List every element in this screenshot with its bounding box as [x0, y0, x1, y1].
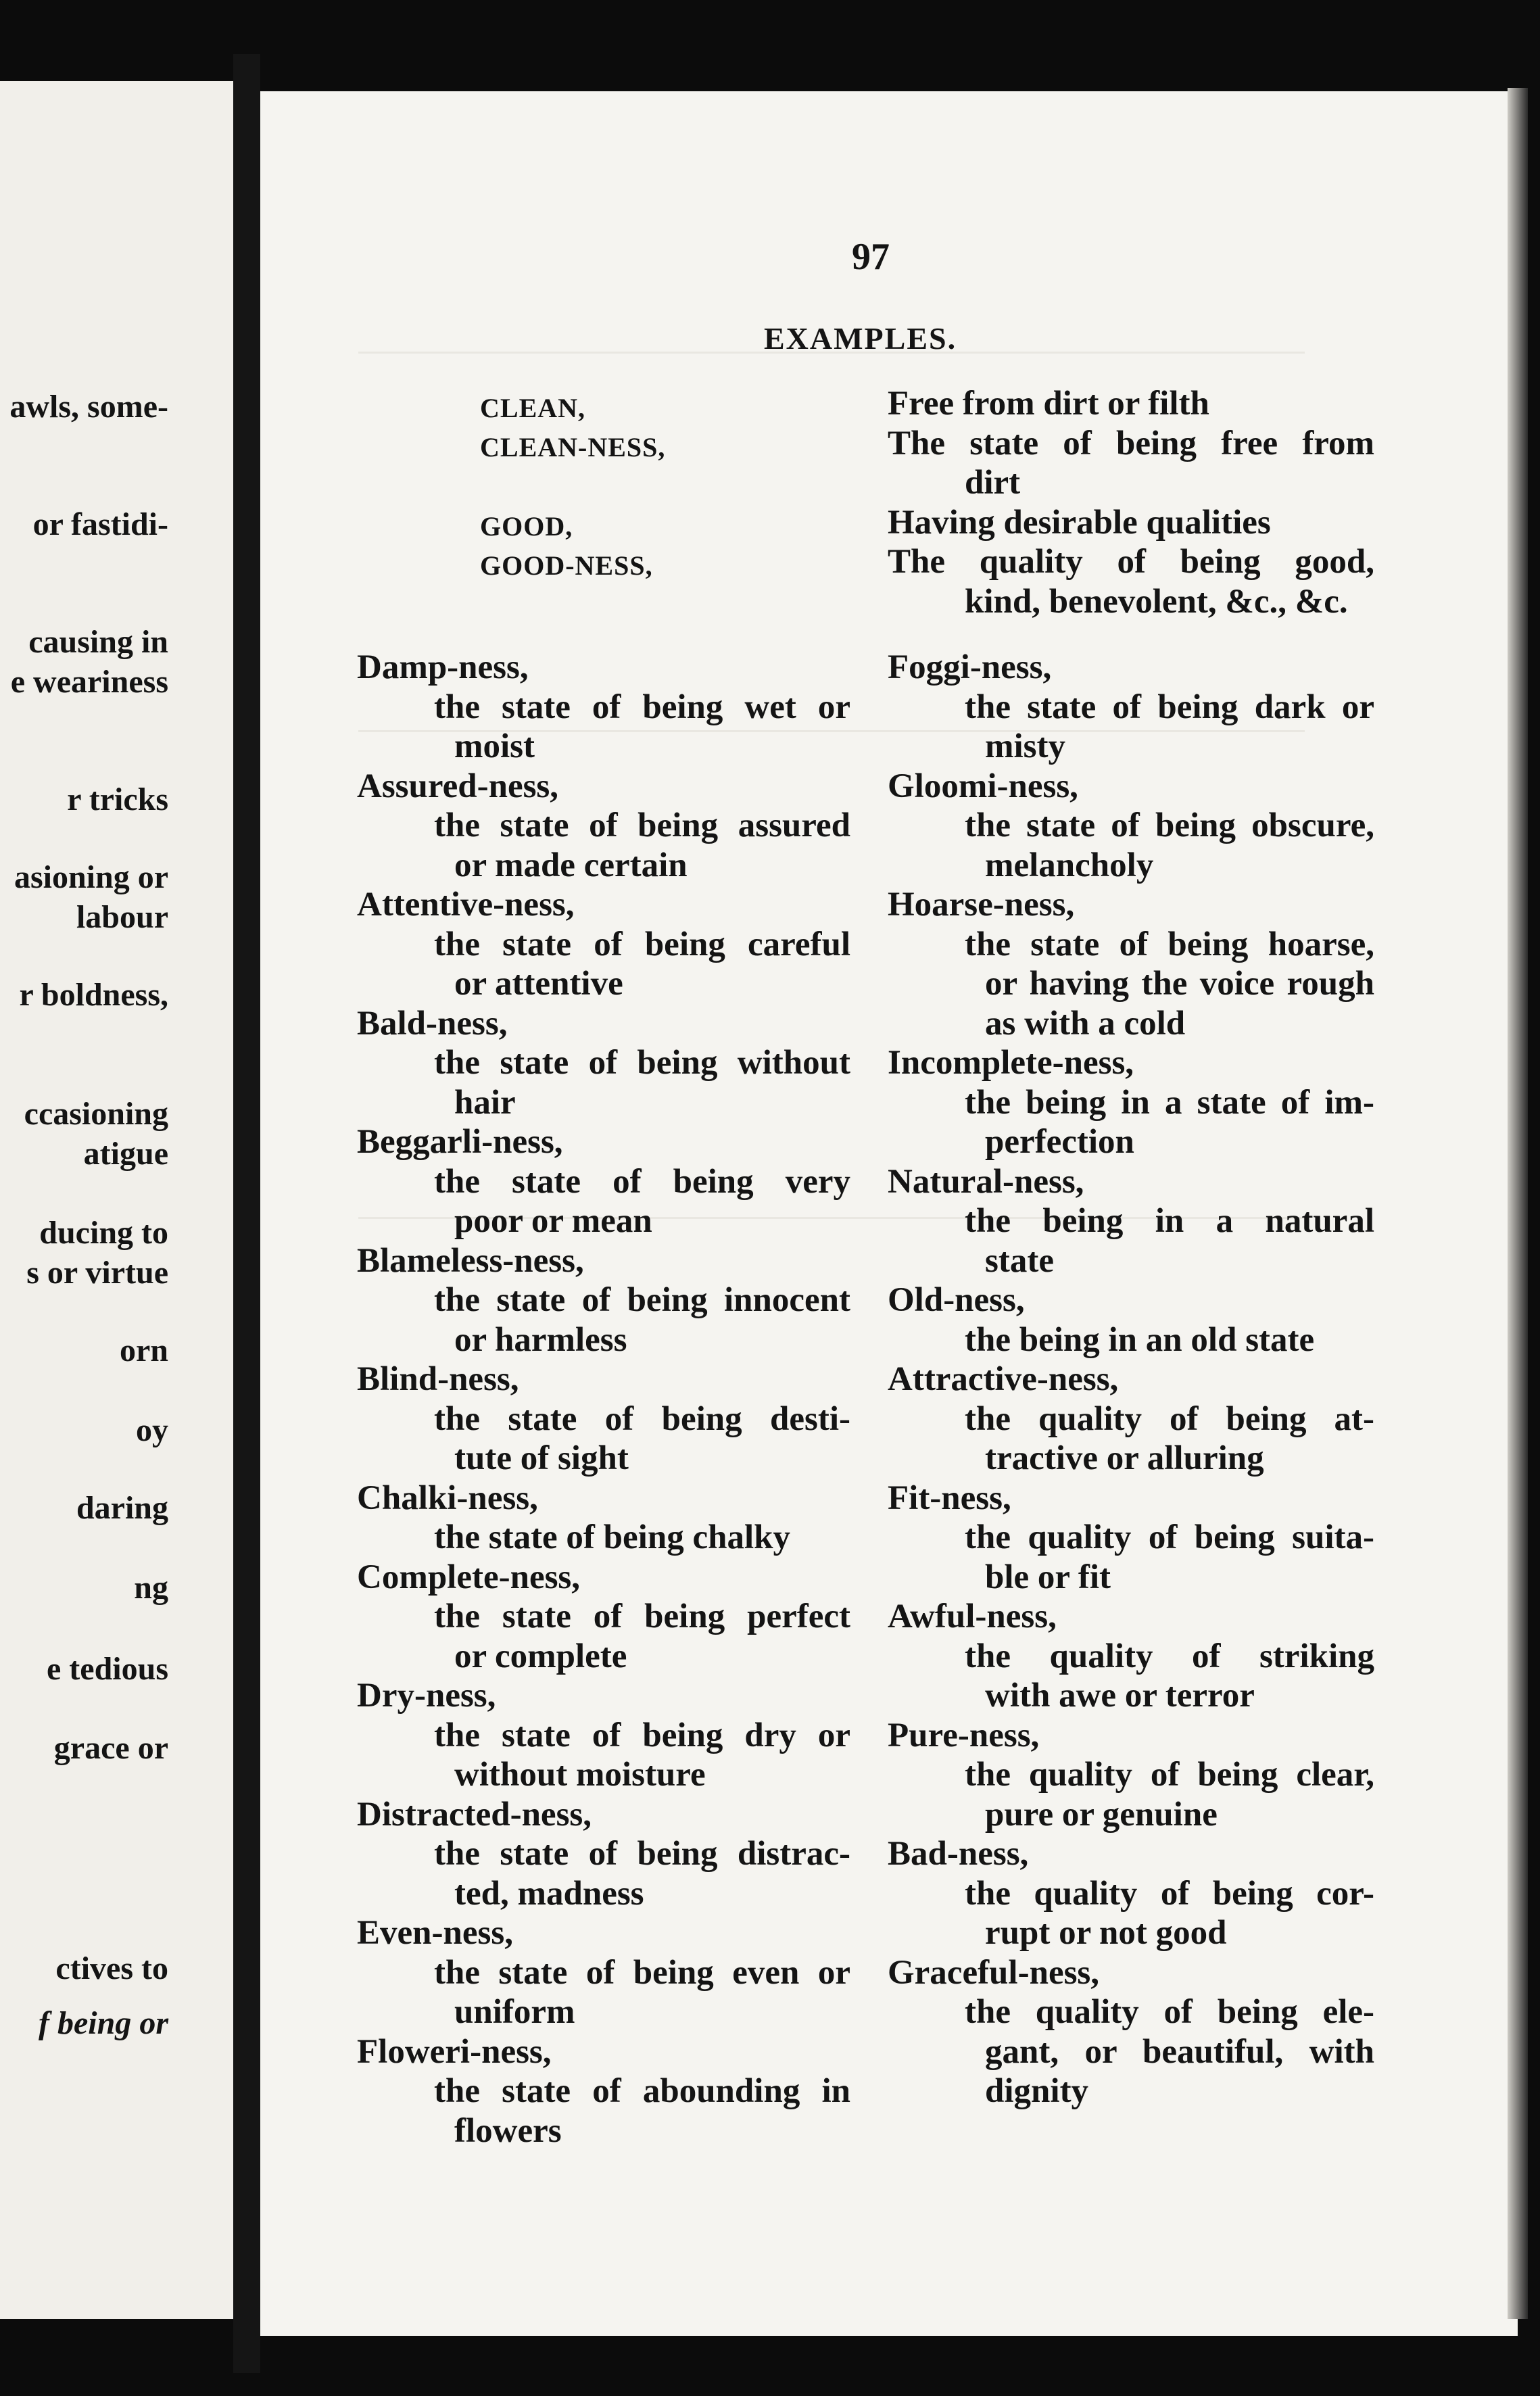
- glossary-term: Graceful-ness,: [888, 1953, 1100, 1992]
- definition-line: the state of being obscure,: [965, 807, 1374, 844]
- glossary-term: Bald-ness,: [357, 1004, 508, 1043]
- glossary-term: Attractive-ness,: [888, 1360, 1119, 1398]
- glossary-definition: [357, 1280, 850, 1360]
- example-definition-line: The quality of being good,: [888, 543, 1374, 581]
- glossary-term: Chalki-ness,: [357, 1479, 538, 1517]
- definition-line: or having the voice rough: [985, 965, 1374, 1003]
- glossary-term: Foggi-ness,: [888, 648, 1052, 686]
- glossary-term: Blind-ness,: [357, 1360, 519, 1398]
- glossary-term: Natural-ness,: [888, 1162, 1084, 1201]
- glossary-definition: [357, 1518, 850, 1558]
- left-page-fragment: e tedious: [47, 1650, 168, 1687]
- glossary-term: Assured-ness,: [357, 767, 559, 805]
- glossary-definition: [888, 1083, 1374, 1162]
- definition-line: the state of being dark or: [965, 688, 1374, 726]
- definition-line: the state of being chalky: [434, 1518, 790, 1556]
- definition-line: as with a cold: [985, 1004, 1186, 1043]
- glossary-term: Hoarse-ness,: [888, 886, 1075, 924]
- glossary-definition: [888, 1399, 1374, 1479]
- definition-line: the quality of being at-: [965, 1399, 1374, 1438]
- left-glossary-column: [357, 648, 850, 2151]
- glossary-term: Damp-ness,: [357, 648, 529, 686]
- example-definition-line: The state of being free from: [888, 424, 1374, 462]
- left-page-fragment: awls, some-: [9, 388, 168, 425]
- examples-definitions: [888, 384, 1374, 621]
- glossary-definition: [357, 1834, 850, 1913]
- glossary-definition: [357, 1043, 850, 1122]
- glossary-definition: [357, 1953, 850, 2032]
- glossary-definition: [357, 925, 850, 1004]
- example-word: GOOD,: [480, 511, 573, 542]
- page-number: 97: [852, 236, 890, 278]
- left-page-fragment: r tricks: [67, 781, 168, 817]
- definition-line: tute of sight: [454, 1439, 629, 1477]
- glossary-term: Awful-ness,: [888, 1598, 1057, 1635]
- glossary-term: Beggarli-ness,: [357, 1123, 563, 1161]
- book-gutter: [233, 54, 260, 2373]
- definition-line: the state of being perfect: [434, 1598, 850, 1635]
- definition-line: poor or mean: [454, 1202, 652, 1240]
- glossary-definition: [888, 925, 1374, 1044]
- definition-line: the being in an old state: [965, 1320, 1315, 1359]
- glossary-term: Blameless-ness,: [357, 1241, 584, 1280]
- definition-line: without moisture: [454, 1756, 706, 1794]
- left-page-fragment: or fastidi-: [32, 506, 168, 542]
- page-edge: [1508, 88, 1528, 2319]
- definition-line: the state of being distrac-: [434, 1835, 850, 1873]
- definition-line: uniform: [454, 1993, 575, 2031]
- left-page-fragment: asioning or: [14, 859, 168, 895]
- definition-line: or made certain: [454, 846, 688, 884]
- glossary-term: Attentive-ness,: [357, 886, 575, 924]
- examples-heading: EXAMPLES.: [764, 321, 957, 356]
- left-page: [0, 81, 233, 2319]
- left-page-fragment: ducing to: [39, 1215, 168, 1251]
- definition-line: dignity: [985, 2072, 1089, 2110]
- example-word: CLEAN-NESS,: [480, 432, 666, 462]
- definition-line: the state of being wet or: [434, 688, 850, 726]
- glossary-definition: [888, 806, 1374, 885]
- definition-line: flowers: [454, 2111, 562, 2150]
- glossary-definition: [357, 1597, 850, 1676]
- left-page-fragment: causing in: [28, 623, 168, 660]
- definition-line: the quality of being clear,: [965, 1756, 1374, 1794]
- glossary-definition: [357, 688, 850, 767]
- glossary-definition: [357, 2071, 850, 2151]
- example-word: GOOD-NESS,: [480, 550, 653, 581]
- definition-line: the state of being dry or: [434, 1716, 850, 1754]
- definition-line: or attentive: [454, 965, 623, 1003]
- glossary-definition: [888, 1992, 1374, 2111]
- glossary-definition: [888, 1874, 1374, 1953]
- definition-line: the state of abounding in: [434, 2072, 850, 2110]
- glossary-term: Pure-ness,: [888, 1716, 1040, 1754]
- glossary-definition: [888, 1320, 1374, 1360]
- left-page-fragment: f being or: [39, 2005, 168, 2041]
- left-page-fragment: e weariness: [10, 663, 168, 700]
- left-page-fragment: r boldness,: [19, 976, 168, 1013]
- glossary-definition: [888, 1755, 1374, 1834]
- example-definition-line: dirt: [965, 464, 1021, 502]
- definition-line: the state of being even or: [434, 1953, 850, 1992]
- definition-line: the quality of being cor-: [965, 1874, 1374, 1913]
- example-definition-line: Having desirable qualities: [888, 503, 1271, 542]
- left-page-fragment: ccasioning: [24, 1096, 168, 1132]
- glossary-term: Bad-ness,: [888, 1835, 1029, 1873]
- glossary-term: Complete-ness,: [357, 1558, 581, 1596]
- right-glossary-column: [888, 648, 1374, 2111]
- glossary-definition: [357, 1399, 850, 1479]
- definition-line: state: [985, 1241, 1054, 1280]
- glossary-term: Fit-ness,: [888, 1479, 1011, 1517]
- definition-line: melancholy: [985, 846, 1154, 884]
- definition-line: the state of being very: [434, 1162, 850, 1201]
- definition-line: or harmless: [454, 1320, 627, 1359]
- glossary-term: Incomplete-ness,: [888, 1044, 1134, 1082]
- definition-line: perfection: [985, 1123, 1134, 1161]
- definition-line: gant, or beautiful, with: [985, 2032, 1374, 2071]
- glossary-term: Gloomi-ness,: [888, 767, 1078, 805]
- glossary-definition: [888, 1637, 1374, 1716]
- example-word: CLEAN,: [480, 393, 586, 423]
- definition-line: tractive or alluring: [985, 1439, 1264, 1477]
- glossary-definition: [357, 1716, 850, 1795]
- definition-line: rupt or not good: [985, 1914, 1227, 1952]
- example-definition-line: kind, benevolent, &c., &c.: [965, 582, 1348, 621]
- glossary-term: Distracted-ness,: [357, 1795, 592, 1834]
- left-page-fragment: oy: [136, 1412, 168, 1448]
- glossary-term: Even-ness,: [357, 1914, 513, 1952]
- glossary-definition: [888, 688, 1374, 767]
- left-page-fragment: ctives to: [55, 1950, 168, 1986]
- definition-line: pure or genuine: [985, 1795, 1218, 1834]
- definition-line: with awe or terror: [985, 1677, 1255, 1715]
- definition-line: the state of being innocent: [434, 1281, 850, 1319]
- definition-line: the being in a natural: [965, 1202, 1374, 1240]
- glossary-definition: [888, 1518, 1374, 1597]
- definition-line: ted, madness: [454, 1874, 644, 1913]
- glossary-definition: [357, 806, 850, 885]
- left-page-fragment: s or virtue: [26, 1255, 168, 1291]
- definition-line: ble or fit: [985, 1558, 1111, 1596]
- definition-line: the state of being without: [434, 1044, 850, 1082]
- glossary-term: Old-ness,: [888, 1281, 1025, 1319]
- definition-line: the state of being desti-: [434, 1399, 850, 1438]
- left-page-fragment: labour: [76, 899, 168, 935]
- glossary-definition: [888, 1201, 1374, 1280]
- definition-line: the state of being assured: [434, 807, 850, 844]
- definition-line: the state of being careful: [434, 925, 850, 963]
- left-page-fragment: ng: [134, 1569, 168, 1606]
- definition-line: the being in a state of im-: [965, 1083, 1374, 1122]
- definition-line: the state of being hoarse,: [965, 925, 1374, 963]
- definition-line: the quality of striking: [965, 1637, 1374, 1675]
- left-page-fragment: daring: [76, 1490, 168, 1527]
- glossary-term: Dry-ness,: [357, 1677, 496, 1715]
- definition-line: the quality of being ele-: [965, 1993, 1374, 2031]
- left-page-fragment: atigue: [83, 1135, 168, 1172]
- glossary-definition: [357, 1162, 850, 1241]
- definition-line: moist: [454, 727, 535, 765]
- definition-line: misty: [985, 727, 1065, 765]
- definition-line: hair: [454, 1083, 516, 1122]
- left-page-fragment: grace or: [53, 1730, 168, 1767]
- left-page-fragment: orn: [120, 1333, 168, 1369]
- glossary-term: Floweri-ness,: [357, 2032, 552, 2071]
- example-definition-line: Free from dirt or filth: [888, 385, 1209, 423]
- definition-line: the quality of being suita-: [965, 1518, 1374, 1556]
- definition-line: or complete: [454, 1637, 627, 1675]
